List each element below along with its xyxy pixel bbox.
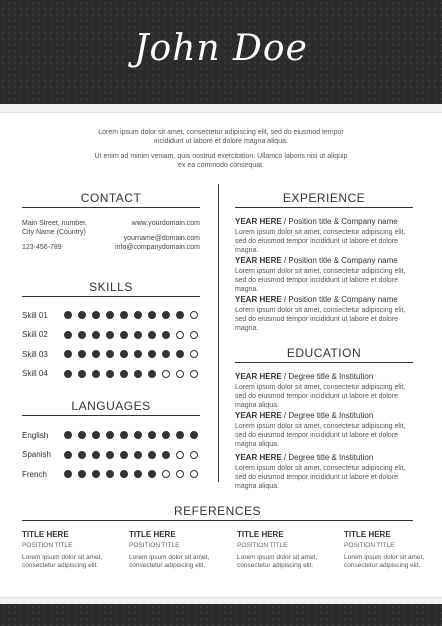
experience-desc: Lorem ipsum dolor sit amet, consectetur adipiscing elit, sed do eiusmod tempor incididunt ut labore et dolore magna.	[235, 307, 406, 332]
header-band	[0, 104, 442, 113]
website-link[interactable]: www.yourdomain.com	[131, 220, 200, 227]
rating-dot-filled	[92, 470, 100, 478]
rating-dot-empty	[176, 331, 184, 339]
references-title: REFERENCES	[173, 504, 261, 518]
rating-dot-filled	[134, 370, 142, 378]
skill-row	[22, 330, 202, 340]
reference-item	[129, 530, 221, 570]
experience-role: / Position title & Company name	[281, 295, 398, 304]
rating-dot-filled	[106, 470, 114, 478]
skill-label: Skill 01	[22, 310, 48, 320]
education-year: YEAR HERE	[235, 411, 282, 420]
experience-rule	[235, 207, 413, 208]
education-desc: Lorem ipsum dolor sit amet, consectetur adipiscing elit, sed do eiusmod tempor incididunt ut labore et dolore magna aliqua.	[235, 465, 406, 490]
rating-dot-empty	[176, 470, 184, 478]
rating-dot-filled	[120, 370, 128, 378]
skill-label: Skill 02	[22, 330, 48, 339]
languages-rule	[22, 415, 200, 416]
language-row	[22, 450, 202, 460]
rating-dot-filled	[162, 451, 170, 459]
intro-paragraph-1: Lorem ipsum dolor sit amet, consectetur adipiscing elit, sed do eiusmod tempor incididunt ut labore et dolore magna aliqua.	[98, 129, 344, 145]
experience-entry	[235, 256, 413, 294]
references-rule	[22, 520, 413, 521]
rating-dot-filled	[162, 350, 170, 358]
reference-position: POSITION TITLE	[344, 542, 395, 549]
experience-role: / Position title & Company name	[281, 256, 398, 265]
reference-desc: Lorem ipsum dolor sit amet, consectetur adipiscing elit.	[22, 554, 103, 569]
education-entry	[235, 453, 413, 491]
reference-position: POSITION TITLE	[237, 542, 288, 549]
rating-dot-filled	[162, 331, 170, 339]
skill-label: Skill 04	[22, 369, 48, 378]
experience-entry	[235, 295, 413, 333]
rating-dot-filled	[78, 350, 86, 358]
rating-dot-filled	[92, 311, 100, 319]
header-banner	[0, 0, 442, 104]
education-entry	[235, 411, 413, 449]
rating-dot-filled	[64, 350, 72, 358]
rating-dot-empty	[190, 451, 198, 459]
name-title: John Doe	[134, 28, 308, 69]
rating-dot-filled	[134, 350, 142, 358]
rating-dot-filled	[106, 451, 114, 459]
education-desc: Lorem ipsum dolor sit amet, consectetur adipiscing elit, sed do eiusmod tempor incididunt ut labore et dolore magna aliqua.	[235, 423, 406, 448]
rating-dot-filled	[120, 431, 128, 439]
reference-title: TITLE HERE	[22, 530, 69, 539]
reference-desc: Lorem ipsum dolor sit amet, consectetur adipiscing elit.	[237, 554, 318, 569]
rating-dot-filled	[134, 311, 142, 319]
footer-banner	[0, 604, 442, 626]
rating-dot-empty	[176, 370, 184, 378]
languages-title: LANGUAGES	[71, 399, 151, 413]
rating-dot-filled	[78, 311, 86, 319]
reference-title: TITLE HERE	[129, 530, 176, 539]
reference-position: POSITION TITLE	[129, 542, 180, 549]
rating-dot-filled	[92, 451, 100, 459]
rating-dot-empty	[190, 311, 198, 319]
rating-dot-filled	[148, 311, 156, 319]
rating-dot-filled	[78, 451, 86, 459]
rating-dot-filled	[148, 431, 156, 439]
education-degree: / Degree title & Institution	[281, 453, 374, 462]
reference-title: TITLE HERE	[344, 530, 391, 539]
language-label: Spanish	[22, 450, 51, 459]
language-rating	[64, 451, 198, 459]
rating-dot-filled	[134, 451, 142, 459]
experience-title: EXPERIENCE	[282, 191, 366, 205]
skill-row	[22, 310, 202, 320]
rating-dot-filled	[64, 311, 72, 319]
language-label: English	[22, 430, 49, 440]
rating-dot-empty	[162, 470, 170, 478]
rating-dot-filled	[78, 470, 86, 478]
address-line-1: Main Street, number,	[22, 220, 87, 227]
rating-dot-empty	[176, 451, 184, 459]
rating-dot-filled	[148, 451, 156, 459]
rating-dot-filled	[78, 331, 86, 339]
skill-rating	[64, 370, 198, 378]
rating-dot-filled	[134, 331, 142, 339]
rating-dot-empty	[190, 370, 198, 378]
rating-dot-filled	[148, 350, 156, 358]
reference-desc: Lorem ipsum dolor sit amet, consectetur adipiscing elit.	[344, 554, 425, 569]
reference-title: TITLE HERE	[237, 530, 284, 539]
education-entry	[235, 372, 413, 410]
rating-dot-filled	[64, 470, 72, 478]
education-year: YEAR HERE	[235, 453, 282, 462]
language-row	[22, 430, 202, 440]
reference-item	[237, 530, 329, 570]
rating-dot-filled	[78, 431, 86, 439]
contact-title: CONTACT	[80, 191, 142, 205]
email-link-2[interactable]: info@companydomain.com	[115, 244, 200, 251]
rating-dot-filled	[64, 431, 72, 439]
rating-dot-filled	[64, 370, 72, 378]
rating-dot-filled	[162, 311, 170, 319]
phone-number: 123-456-789	[22, 244, 62, 251]
rating-dot-filled	[120, 311, 128, 319]
rating-dot-empty	[162, 370, 170, 378]
rating-dot-filled	[134, 431, 142, 439]
language-label: French	[22, 469, 47, 479]
intro-paragraph-2: Ut enim ad minim veniam, quis nostrud exercitation. Ullamco laboris nisi ut aliquip ex ea commodo consequat.	[94, 153, 348, 169]
rating-dot-empty	[190, 331, 198, 339]
rating-dot-filled	[106, 370, 114, 378]
skill-row	[22, 369, 202, 379]
language-rating	[64, 431, 198, 439]
reference-position: POSITION TITLE	[22, 542, 73, 549]
rating-dot-filled	[134, 470, 142, 478]
experience-year: YEAR HERE	[235, 295, 282, 304]
email-link-1[interactable]: yourname@domain.com	[123, 235, 200, 242]
education-rule	[235, 362, 413, 363]
rating-dot-filled	[120, 470, 128, 478]
address-line-2: City Name (Country)	[22, 229, 86, 236]
rating-dot-filled	[64, 331, 72, 339]
contact-rule	[22, 207, 200, 208]
rating-dot-filled	[176, 350, 184, 358]
experience-desc: Lorem ipsum dolor sit amet, consectetur adipiscing elit, sed do eiusmod tempor incididunt ut labore et dolore magna.	[235, 268, 406, 293]
skills-title: SKILLS	[89, 280, 133, 294]
skill-rating	[64, 350, 198, 358]
rating-dot-filled	[78, 370, 86, 378]
rating-dot-filled	[176, 311, 184, 319]
rating-dot-filled	[92, 431, 100, 439]
rating-dot-filled	[106, 350, 114, 358]
rating-dot-filled	[148, 470, 156, 478]
rating-dot-filled	[120, 350, 128, 358]
rating-dot-filled	[106, 311, 114, 319]
rating-dot-filled	[176, 431, 184, 439]
education-degree: / Degree title & Institution	[281, 411, 374, 420]
experience-entry	[235, 217, 413, 255]
rating-dot-filled	[120, 451, 128, 459]
rating-dot-empty	[190, 350, 198, 358]
rating-dot-filled	[148, 331, 156, 339]
experience-year: YEAR HERE	[235, 217, 282, 226]
contact-address	[22, 219, 87, 252]
rating-dot-filled	[120, 331, 128, 339]
rating-dot-filled	[106, 431, 114, 439]
reference-desc: Lorem ipsum dolor sit amet, consectetur adipiscing elit.	[129, 554, 210, 569]
rating-dot-filled	[148, 370, 156, 378]
rating-dot-filled	[92, 331, 100, 339]
rating-dot-filled	[92, 370, 100, 378]
skill-rating	[64, 331, 198, 339]
education-title: EDUCATION	[286, 346, 362, 360]
rating-dot-filled	[106, 331, 114, 339]
skill-label: Skill 03	[22, 349, 48, 359]
reference-item	[344, 530, 436, 570]
skills-rule	[22, 296, 200, 297]
rating-dot-filled	[64, 451, 72, 459]
rating-dot-filled	[162, 431, 170, 439]
education-year: YEAR HERE	[235, 372, 282, 381]
reference-item	[22, 530, 114, 570]
experience-role: / Position title & Company name	[281, 217, 398, 226]
language-row	[22, 469, 202, 479]
skill-rating	[64, 311, 198, 319]
education-desc: Lorem ipsum dolor sit amet, consectetur adipiscing elit, sed do eiusmod tempor incididunt ut labore et dolore magna aliqua.	[235, 384, 406, 409]
skill-row	[22, 349, 202, 359]
rating-dot-filled	[92, 350, 100, 358]
experience-year: YEAR HERE	[235, 256, 282, 265]
education-degree: / Degree title & Institution	[281, 372, 374, 381]
rating-dot-filled	[190, 431, 198, 439]
contact-online	[100, 219, 200, 252]
language-rating	[64, 470, 198, 478]
experience-desc: Lorem ipsum dolor sit amet, consectetur adipiscing elit, sed do eiusmod tempor incididunt ut labore et dolore magna.	[235, 229, 406, 254]
rating-dot-empty	[190, 470, 198, 478]
column-divider	[218, 184, 219, 482]
